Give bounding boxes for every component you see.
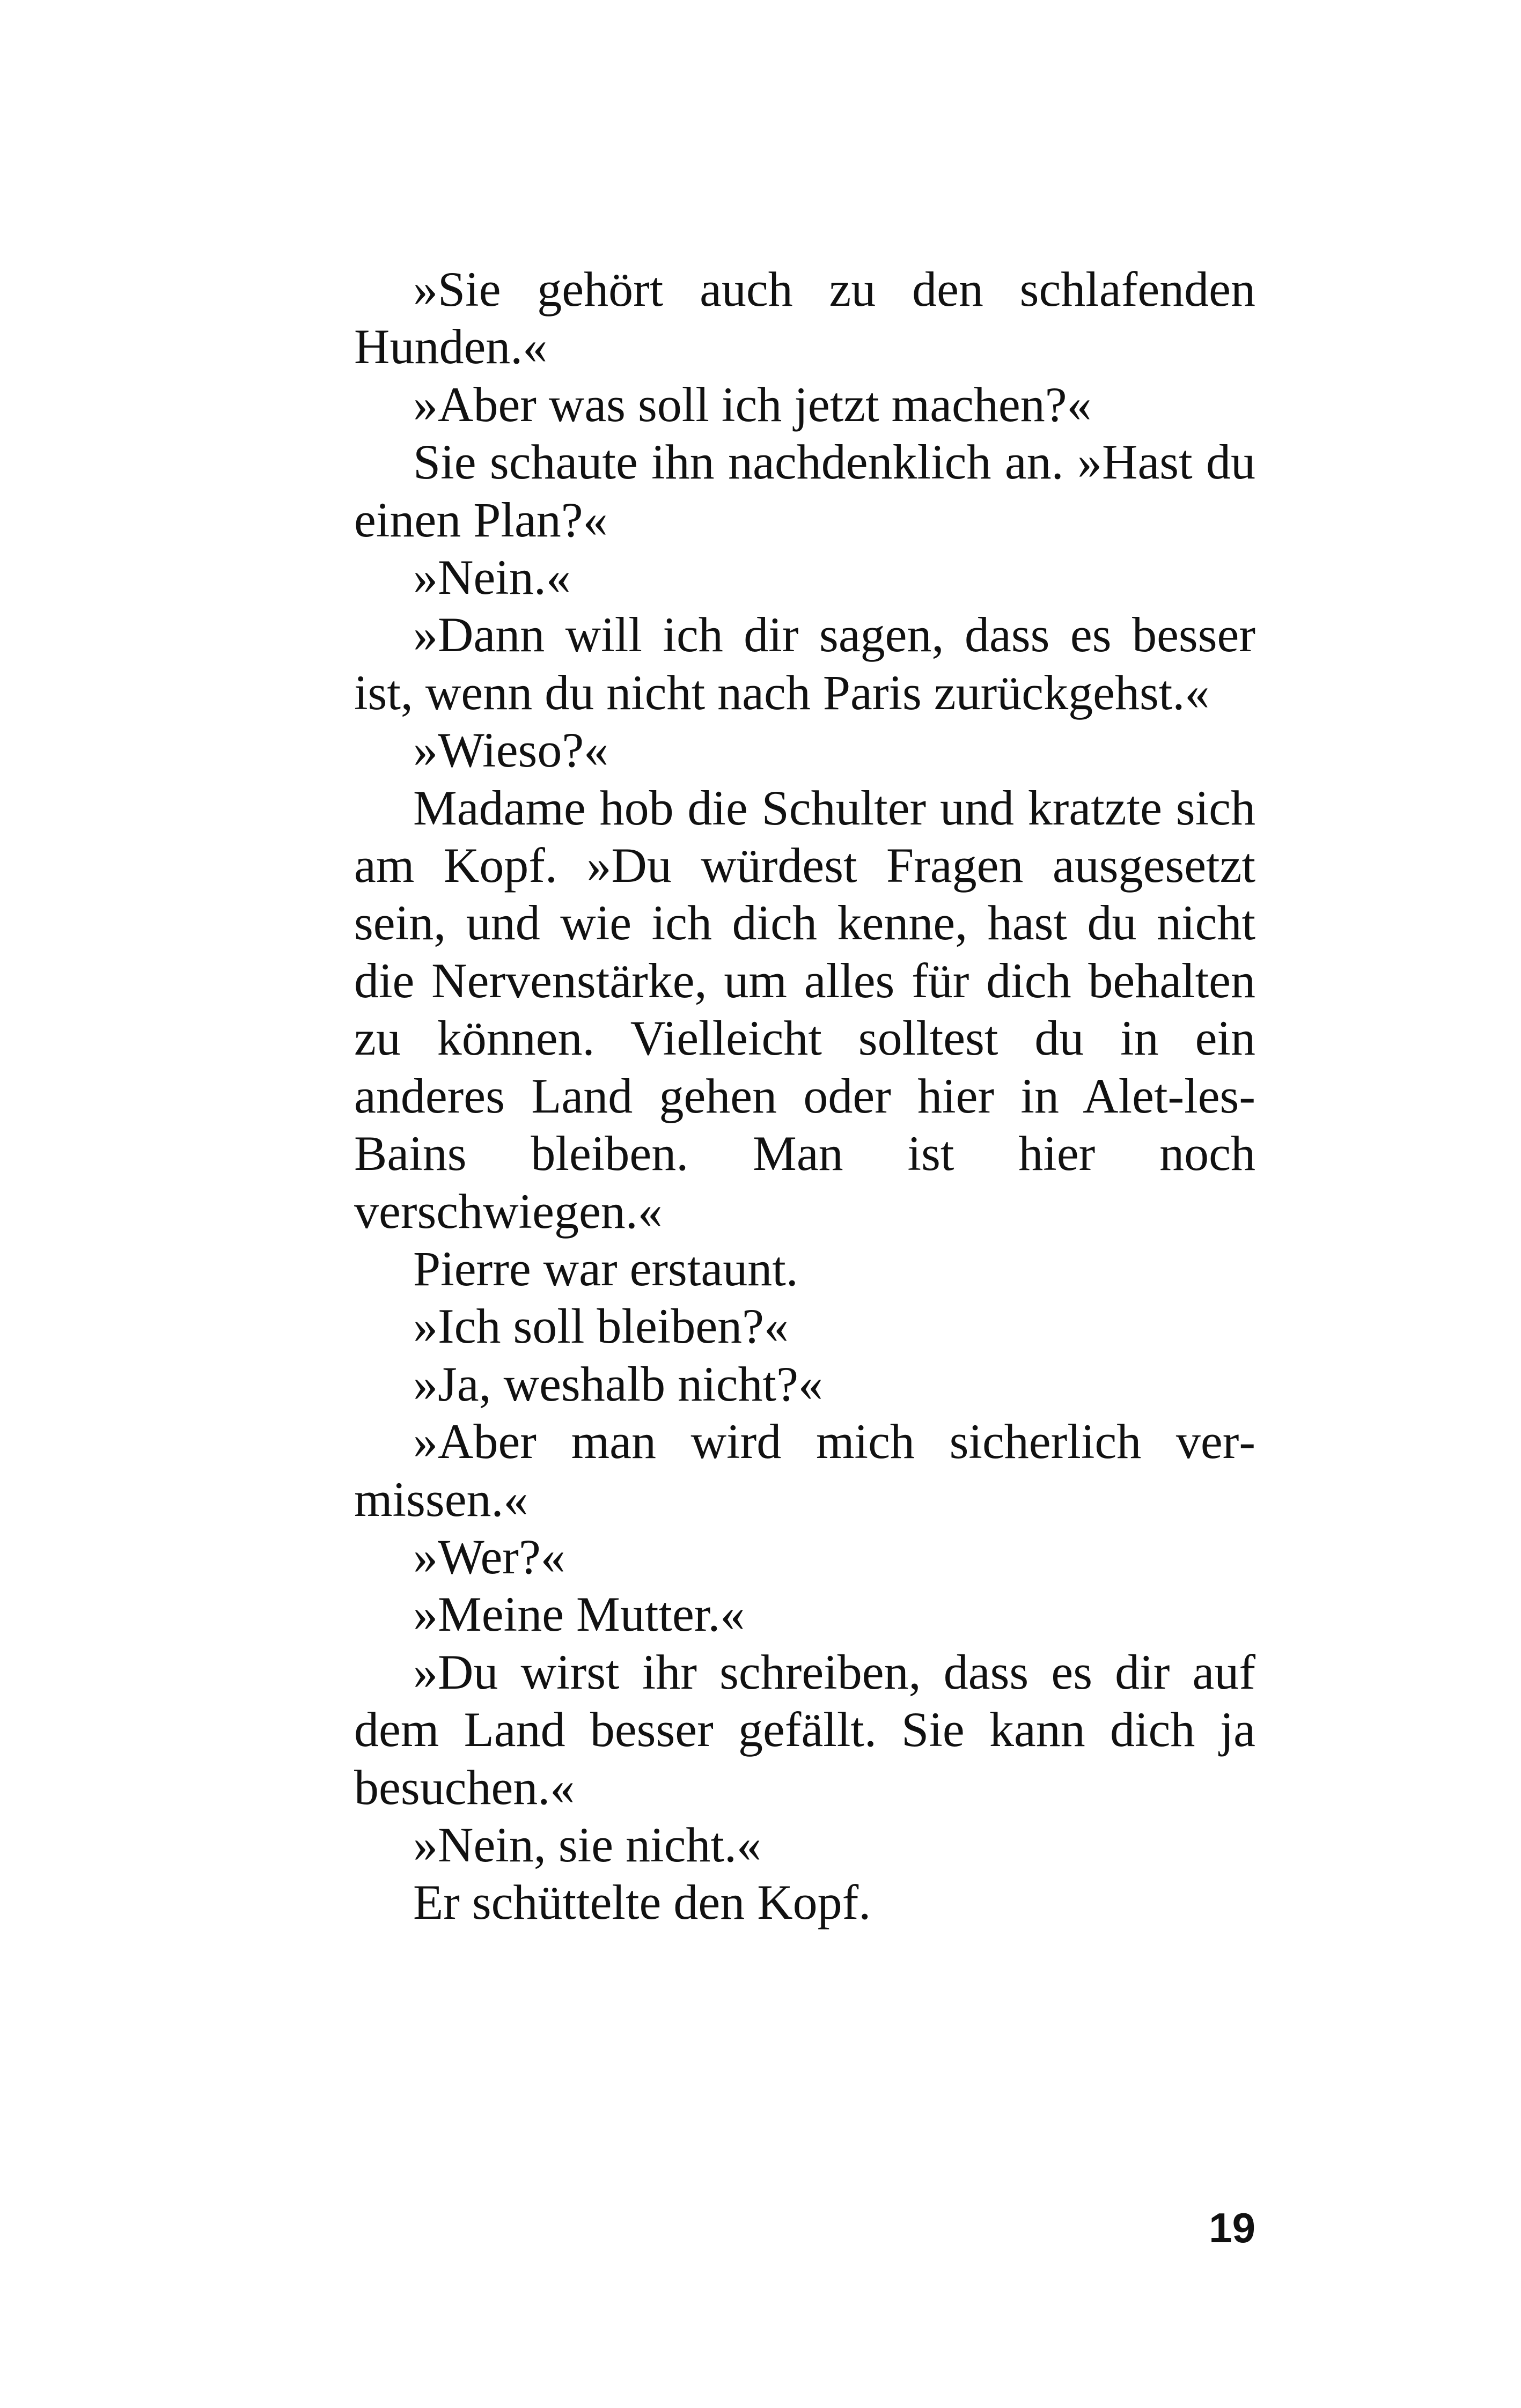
paragraph: »Aber man wird mich sicherlich vermissen.« [354,1414,1255,1527]
paragraph: »Meine Mutter.« [413,1587,745,1642]
page-number: 19 [1209,2204,1255,2251]
paragraph: Madame hob die Schulter und kratzte sich am Kopf. »Du würdest Fragen ausgesetzt sein, und wie ich dich kenne, hast du nicht die Nervenstärke, um alles für dich behalten zu können. Vielleicht solltest du in ein anderes Land gehen oder hier in Alet-les-Bains bleiben. Man ist hier noch verschwiegen.« [354,780,1255,1239]
paragraph: »Nein, sie nicht.« [413,1817,761,1872]
body-text [354,261,1255,1932]
paragraph: Er schüttelte den Kopf. [413,1875,871,1930]
paragraph: Sie schaute ihn nachdenklich an. »Hast du einen Plan?« [354,435,1255,547]
paragraph: »Wer?« [413,1529,565,1584]
paragraph: Pierre war erstaunt. [413,1241,798,1296]
paragraph: »Dann will ich dir sagen, dass es besser ist, wenn du nicht nach Paris zurückgehst.« [354,607,1255,720]
paragraph: »Nein.« [413,550,571,605]
paragraph: »Sie gehört auch zu den schlafenden Hunden.« [354,262,1255,374]
paragraph: »Ja, weshalb nicht?« [413,1356,823,1411]
paragraph: »Du wirst ihr schreiben, dass es dir auf dem Land besser gefällt. Sie kann dich ja besuchen.« [354,1644,1255,1815]
paragraph: »Wieso?« [413,723,609,778]
paragraph: »Ich soll bleiben?« [413,1299,789,1354]
paragraph: »Aber was soll ich jetzt machen?« [413,377,1092,432]
